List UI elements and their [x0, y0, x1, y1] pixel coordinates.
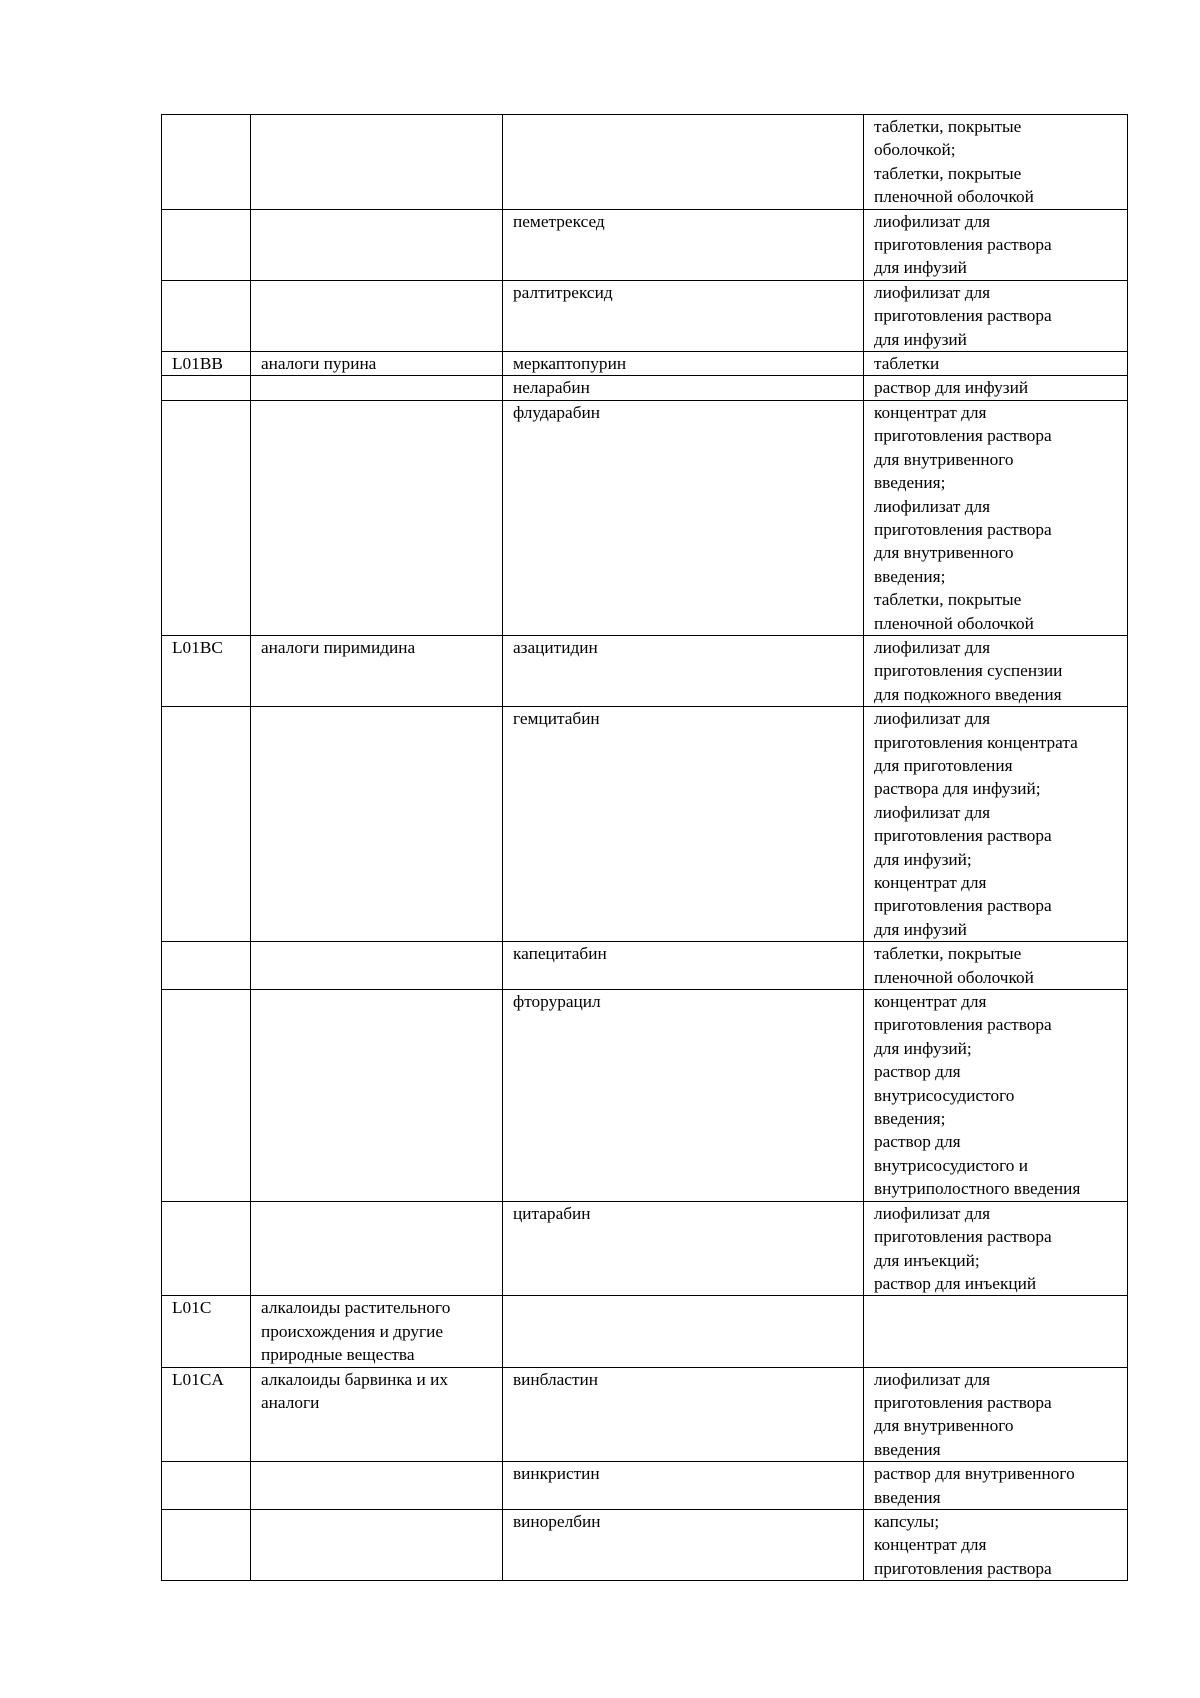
table-row: [162, 1509, 1128, 1580]
atc-code-cell: L01BC: [162, 635, 251, 706]
dosage-form-cell: [864, 1296, 1128, 1367]
dosage-form-cell: лиофилизат для приготовления раствора для инфузий: [864, 209, 1128, 280]
dosage-form-cell: лиофилизат для приготовления раствора для инфузий: [864, 280, 1128, 351]
group-cell: [251, 942, 503, 990]
group-cell: [251, 209, 503, 280]
atc-code-cell: [162, 400, 251, 635]
atc-code-cell: [162, 1201, 251, 1296]
atc-code-cell: [162, 1509, 251, 1580]
drug-name-cell: винкристин: [503, 1462, 864, 1510]
group-cell: аналоги пиримидина: [251, 635, 503, 706]
dosage-form-cell: лиофилизат для приготовления раствора для инъекций; раствор для инъекций: [864, 1201, 1128, 1296]
group-cell: алкалоиды растительного происхождения и другие природные вещества: [251, 1296, 503, 1367]
atc-code-cell: [162, 990, 251, 1202]
group-cell: [251, 990, 503, 1202]
atc-code-cell: [162, 280, 251, 351]
drug-name-cell: флударабин: [503, 400, 864, 635]
dosage-form-cell: таблетки: [864, 352, 1128, 376]
drug-name-cell: винорелбин: [503, 1509, 864, 1580]
group-cell: [251, 400, 503, 635]
table-row: [162, 115, 1128, 210]
dosage-form-cell: капсулы; концентрат для приготовления раствора: [864, 1509, 1128, 1580]
drug-name-cell: фторурацил: [503, 990, 864, 1202]
atc-code-cell: [162, 376, 251, 400]
table-row: [162, 1201, 1128, 1296]
atc-code-cell: L01BB: [162, 352, 251, 376]
table-row: [162, 376, 1128, 400]
table-row: [162, 280, 1128, 351]
drug-name-cell: [503, 115, 864, 210]
atc-code-cell: L01C: [162, 1296, 251, 1367]
group-cell: [251, 376, 503, 400]
group-cell: [251, 1509, 503, 1580]
atc-code-cell: [162, 942, 251, 990]
atc-code-cell: L01CA: [162, 1367, 251, 1462]
dosage-form-cell: таблетки, покрытые оболочкой; таблетки, покрытые пленочной оболочкой: [864, 115, 1128, 210]
table-row: [162, 990, 1128, 1202]
dosage-form-cell: лиофилизат для приготовления концентрата для приготовления раствора для инфузий; лиофилизат для приготовления раствора для инфузий; концентрат для приготовления раствора для инфузий: [864, 707, 1128, 942]
table-row: [162, 1367, 1128, 1462]
group-cell: [251, 1201, 503, 1296]
drug-name-cell: ралтитрексид: [503, 280, 864, 351]
atc-code-cell: [162, 115, 251, 210]
drug-table: [161, 114, 1128, 1581]
table-row: [162, 209, 1128, 280]
dosage-form-cell: таблетки, покрытые пленочной оболочкой: [864, 942, 1128, 990]
group-cell: [251, 1462, 503, 1510]
group-cell: [251, 280, 503, 351]
dosage-form-cell: лиофилизат для приготовления раствора для внутривенного введения: [864, 1367, 1128, 1462]
dosage-form-cell: лиофилизат для приготовления суспензии для подкожного введения: [864, 635, 1128, 706]
table-row: [162, 1462, 1128, 1510]
group-cell: алкалоиды барвинка и их аналоги: [251, 1367, 503, 1462]
table-row: [162, 352, 1128, 376]
drug-name-cell: гемцитабин: [503, 707, 864, 942]
drug-name-cell: меркаптопурин: [503, 352, 864, 376]
dosage-form-cell: раствор для инфузий: [864, 376, 1128, 400]
drug-name-cell: пеметрексед: [503, 209, 864, 280]
dosage-form-cell: концентрат для приготовления раствора для внутривенного введения; лиофилизат для приготовления раствора для внутривенного введения; таблетки, покрытые пленочной оболочкой: [864, 400, 1128, 635]
drug-name-cell: цитарабин: [503, 1201, 864, 1296]
group-cell: [251, 115, 503, 210]
table-row: [162, 942, 1128, 990]
drug-name-cell: неларабин: [503, 376, 864, 400]
group-cell: аналоги пурина: [251, 352, 503, 376]
group-cell: [251, 707, 503, 942]
drug-name-cell: капецитабин: [503, 942, 864, 990]
drug-name-cell: винбластин: [503, 1367, 864, 1462]
dosage-form-cell: раствор для внутривенного введения: [864, 1462, 1128, 1510]
table-row: [162, 1296, 1128, 1367]
drug-table-body: [162, 115, 1128, 1581]
table-row: [162, 707, 1128, 942]
dosage-form-cell: концентрат для приготовления раствора для инфузий; раствор для внутрисосудистого введения; раствор для внутрисосудистого и внутриполостного введения: [864, 990, 1128, 1202]
drug-name-cell: [503, 1296, 864, 1367]
table-row: [162, 635, 1128, 706]
atc-code-cell: [162, 209, 251, 280]
atc-code-cell: [162, 707, 251, 942]
table-row: [162, 400, 1128, 635]
drug-name-cell: азацитидин: [503, 635, 864, 706]
atc-code-cell: [162, 1462, 251, 1510]
